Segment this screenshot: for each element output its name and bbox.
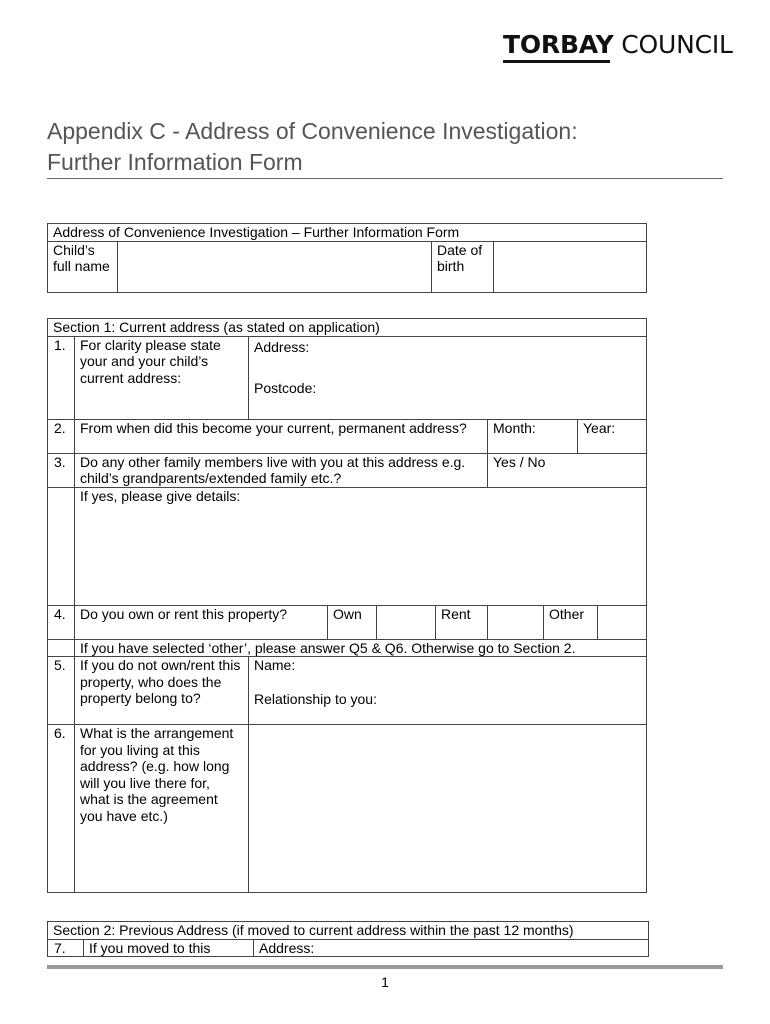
q5-number: 5. xyxy=(48,657,75,725)
q1-text: For clarity please state your and your child’s current address: xyxy=(75,336,249,419)
q2-text: From when did this become your current, permanent address? xyxy=(75,419,488,453)
q3-text: Do any other family members live with you at this address e.g. child’s grandparents/extended family etc.? xyxy=(75,453,488,487)
q2-year-label: Year: xyxy=(583,419,616,436)
section-2-header: Section 2: Previous Address (if moved to current address within the past 12 months) xyxy=(48,922,649,940)
logo-torbay: TORBAY xyxy=(503,30,614,59)
section-1-table xyxy=(47,318,647,893)
form-title-cell: Address of Convenience Investigation – Further Information Form xyxy=(48,224,647,242)
q7-address-field[interactable] xyxy=(254,939,649,957)
q2-year-field[interactable] xyxy=(578,419,647,453)
title-line-1: Appendix C - Address of Convenience Investigation: xyxy=(47,118,578,144)
q4-text: Do you own or rent this property? xyxy=(75,605,328,639)
q3-yes-no-label: Yes / No xyxy=(493,453,546,470)
q2-month-field[interactable] xyxy=(488,419,578,453)
logo-council: COUNCIL xyxy=(613,30,733,59)
q1-number: 1. xyxy=(48,336,75,419)
q3-details-label: If yes, please give details: xyxy=(80,487,241,504)
q1-address-label: Address: xyxy=(254,338,310,355)
q5-relationship-label: Relationship to you: xyxy=(254,690,377,707)
q7-address-label: Address: xyxy=(259,939,315,956)
section-2-table xyxy=(47,921,649,957)
q4-other-label: Other xyxy=(544,605,598,639)
note-spacer xyxy=(48,639,75,657)
section-1-header: Section 1: Current address (as stated on application) xyxy=(48,319,647,337)
q3-details-field[interactable] xyxy=(75,487,647,605)
child-details-table xyxy=(47,223,647,293)
q7-number: 7. xyxy=(48,939,84,957)
q4-other-box[interactable] xyxy=(598,605,647,639)
childs-name-label: Child’s full name xyxy=(48,241,118,292)
q2-month-label: Month: xyxy=(493,419,536,436)
q4-rent-box[interactable] xyxy=(488,605,544,639)
q2-number: 2. xyxy=(48,419,75,453)
childs-name-field[interactable] xyxy=(118,241,432,292)
logo-underline xyxy=(503,60,610,63)
title-divider xyxy=(47,178,723,179)
q1-address-field[interactable] xyxy=(249,336,647,419)
q5-text: If you do not own/rent this property, who does the property belong to? xyxy=(75,657,249,725)
torbay-council-logo xyxy=(503,30,733,59)
dob-label: Date of birth xyxy=(432,241,494,292)
q4-number: 4. xyxy=(48,605,75,639)
q4-own-box[interactable] xyxy=(377,605,436,639)
page-title xyxy=(47,116,723,178)
q3-yes-no-field[interactable] xyxy=(488,453,647,487)
q5-name-label: Name: xyxy=(254,657,296,673)
other-note: If you have selected ‘other’, please answer Q5 & Q6. Otherwise go to Section 2. xyxy=(75,639,647,657)
q4-own-label: Own xyxy=(328,605,377,639)
q1-postcode-label: Postcode: xyxy=(254,380,317,396)
page-number: 1 xyxy=(381,974,389,990)
q6-number: 6. xyxy=(48,725,75,893)
q7-text: If you moved to this xyxy=(84,939,254,957)
q4-rent-label: Rent xyxy=(436,605,488,639)
q3-number: 3. xyxy=(48,453,75,487)
q3-details-spacer xyxy=(48,487,75,605)
q5-answer-field[interactable] xyxy=(249,657,647,725)
page-footer-divider xyxy=(47,965,723,969)
q6-text: What is the arrangement for you living at this address? (e.g. how long will you live there for, what is the agreement you have etc.) xyxy=(75,725,249,893)
q6-answer-field[interactable] xyxy=(249,725,647,893)
title-line-2: Further Information Form xyxy=(47,149,303,175)
dob-field[interactable] xyxy=(494,241,647,292)
